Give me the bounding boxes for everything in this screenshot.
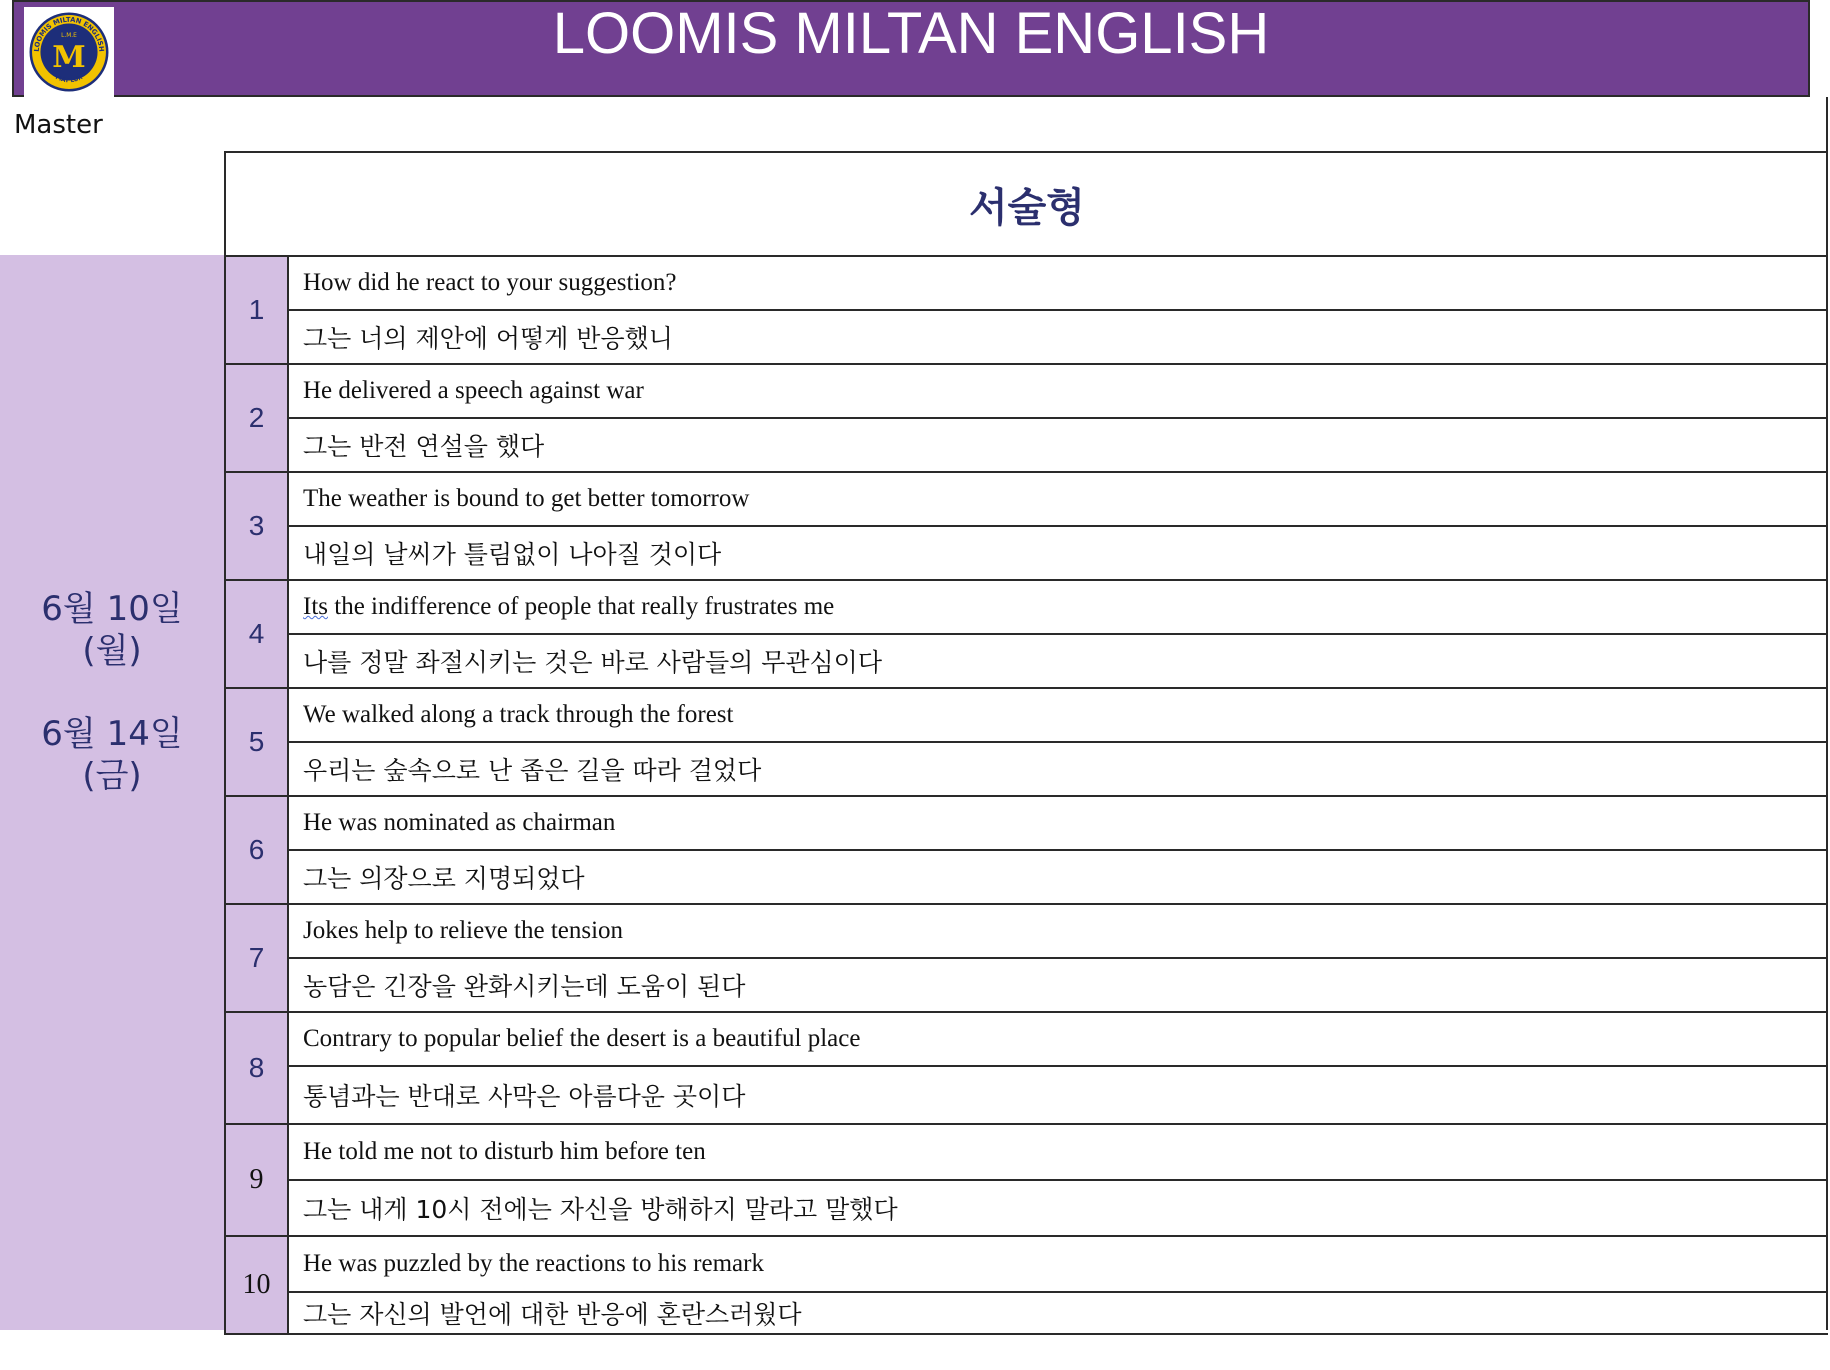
english-sentence-rest: the indifference of people that really frustrates me [328, 593, 835, 620]
korean-translation: 그는 내게 10시 전에는 자신을 방해하지 말라고 말했다 [303, 1195, 898, 1224]
logo-ring-text: LOOMIS MILTAN ENGLISH [32, 15, 106, 53]
row-number: 5 [224, 689, 289, 795]
english-sentence: He delivered a speech against war [289, 365, 1828, 419]
korean-translation: 내일의 날씨가 틀림없이 나아질 것이다 [303, 540, 722, 569]
spellcheck-flagged-word: Its [303, 593, 328, 620]
date-range-column [0, 255, 224, 1330]
logo-motto: FIAT LUX [54, 74, 84, 85]
logo-letter: M [52, 40, 86, 76]
korean-translation: 나를 정말 좌절시키는 것은 바로 사람들의 무관심이다 [303, 648, 882, 677]
english-sentence: We walked along a track through the forest [289, 689, 1828, 743]
row-number: 4 [224, 581, 289, 687]
logo-initials: L.M.E [61, 32, 77, 39]
table-row [224, 797, 1828, 905]
english-sentence: He told me not to disturb him before ten [289, 1125, 1828, 1181]
korean-translation: 그는 자신의 발언에 대한 반응에 혼란스러웠다 [303, 1300, 802, 1329]
end-date [0, 713, 224, 797]
korean-translation: 통념과는 반대로 사막은 아름다운 곳이다 [303, 1082, 746, 1111]
table-row [224, 257, 1828, 365]
english-sentence: Jokes help to relieve the tension [289, 905, 1828, 959]
row-number: 7 [224, 905, 289, 1011]
english-sentence: How did he react to your suggestion? [289, 257, 1828, 311]
header-banner [12, 0, 1810, 97]
row-number: 9 [224, 1125, 289, 1235]
start-date [0, 588, 224, 672]
korean-translation: 그는 너의 제안에 어떻게 반응했니 [303, 324, 673, 353]
table-row [224, 365, 1828, 473]
table-row [224, 473, 1828, 581]
table-row [224, 1237, 1828, 1335]
row-number: 1 [224, 257, 289, 363]
row-number: 8 [224, 1013, 289, 1123]
korean-translation: 그는 반전 연설을 했다 [303, 432, 545, 461]
row-number: 10 [224, 1237, 289, 1333]
section-title: 서술형 [969, 184, 1085, 231]
start-date-text: 6월 10일 [41, 589, 183, 629]
section-title-cell [224, 151, 1828, 255]
end-date-text: 6월 14일 [41, 714, 183, 754]
english-sentence [289, 581, 1828, 635]
table-row [224, 1125, 1828, 1237]
korean-translation: 농담은 긴장을 완화시키는데 도움이 된다 [303, 972, 746, 1001]
english-sentence: The weather is bound to get better tomorrow [289, 473, 1828, 527]
korean-translation: 우리는 숲속으로 난 좁은 길을 따라 걸었다 [303, 756, 762, 785]
table-row [224, 689, 1828, 797]
table-row [224, 905, 1828, 1013]
korean-translation: 그는 의장으로 지명되었다 [303, 864, 585, 893]
row-number: 3 [224, 473, 289, 579]
row-number: 2 [224, 365, 289, 471]
start-day-text: (월) [82, 631, 142, 671]
master-label: Master [14, 110, 103, 140]
table-row [224, 1013, 1828, 1125]
row-number: 6 [224, 797, 289, 903]
sentence-table [224, 255, 1828, 1335]
english-sentence: Contrary to popular belief the desert is a beautiful place [289, 1013, 1828, 1067]
brand-title: LOOMIS MILTAN ENGLISH [552, 1, 1270, 66]
english-sentence: He was puzzled by the reactions to his remark [289, 1237, 1828, 1293]
english-sentence: He was nominated as chairman [289, 797, 1828, 851]
table-row [224, 581, 1828, 689]
end-day-text: (금) [82, 756, 142, 796]
